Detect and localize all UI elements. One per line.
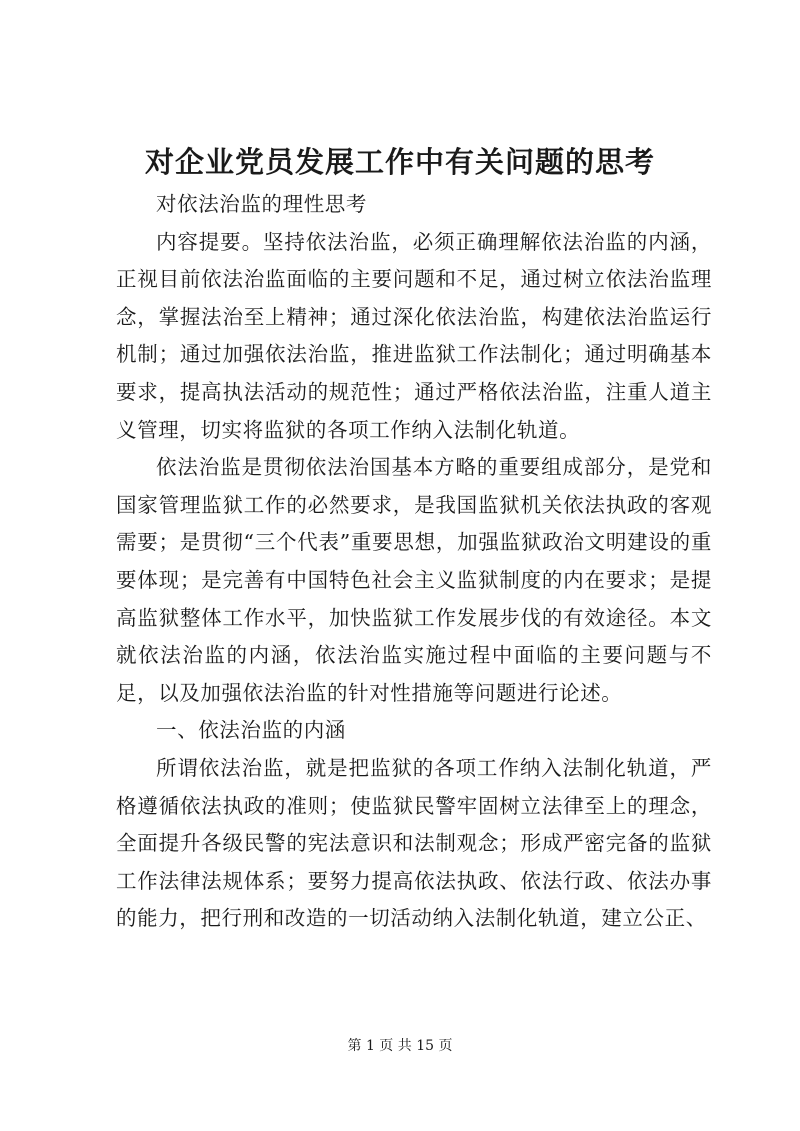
section-paragraph: 所谓依法治监，就是把监狱的各项工作纳入法制化轨道，严格遵循依法执政的准则；使监狱民警牢固树立法律至上的理念，全面提升各级民警的宪法意识和法制观念；形成严密完备的监狱工作法律法规体系；要努力提高依法执政、依法行政、依法办事的能力，把行刑和改造的一切活动纳入法制化轨道，建立公正、	[116, 755, 712, 931]
document-body	[116, 186, 712, 938]
page-title: 对企业党员发展工作中有关问题的思考	[144, 145, 655, 179]
abstract-paragraph: 内容提要。坚持依法治监，必须正确理解依法治监的内涵，正视目前依法治监面临的主要问题和不足，通过树立依法治监理念，掌握法治至上精神；通过深化依法治监，构建依法治监运行机制；通过加强依法治监，推进监狱工作法制化；通过明确基本要求，提高执法活动的规范性；通过严格依法治监，注重人道主义管理，切实将监狱的各项工作纳入法制化轨道。	[116, 229, 712, 442]
section-heading: 一、依法治监的内涵	[156, 718, 346, 743]
page-number-footer: 第 1 页 共 15 页	[347, 1038, 453, 1054]
subtitle-paragraph: 对依法治监的理性思考	[156, 192, 367, 216]
intro-paragraph: 依法治监是贯彻依法治国基本方略的重要组成部分，是党和国家管理监狱工作的必然要求，是我国监狱机关依法执政的客观需要；是贯彻“三个代表”重要思想，加强监狱政治文明建设的重要体现；是完善有中国特色社会主义监狱制度的内在要求；是提高监狱整体工作水平，加快监狱工作发展步伐的有效途径。本文就依法治监的内涵，依法治监实施过程中面临的主要问题与不足，以及加强依法治监的针对性措施等问题进行论述。	[116, 455, 712, 705]
